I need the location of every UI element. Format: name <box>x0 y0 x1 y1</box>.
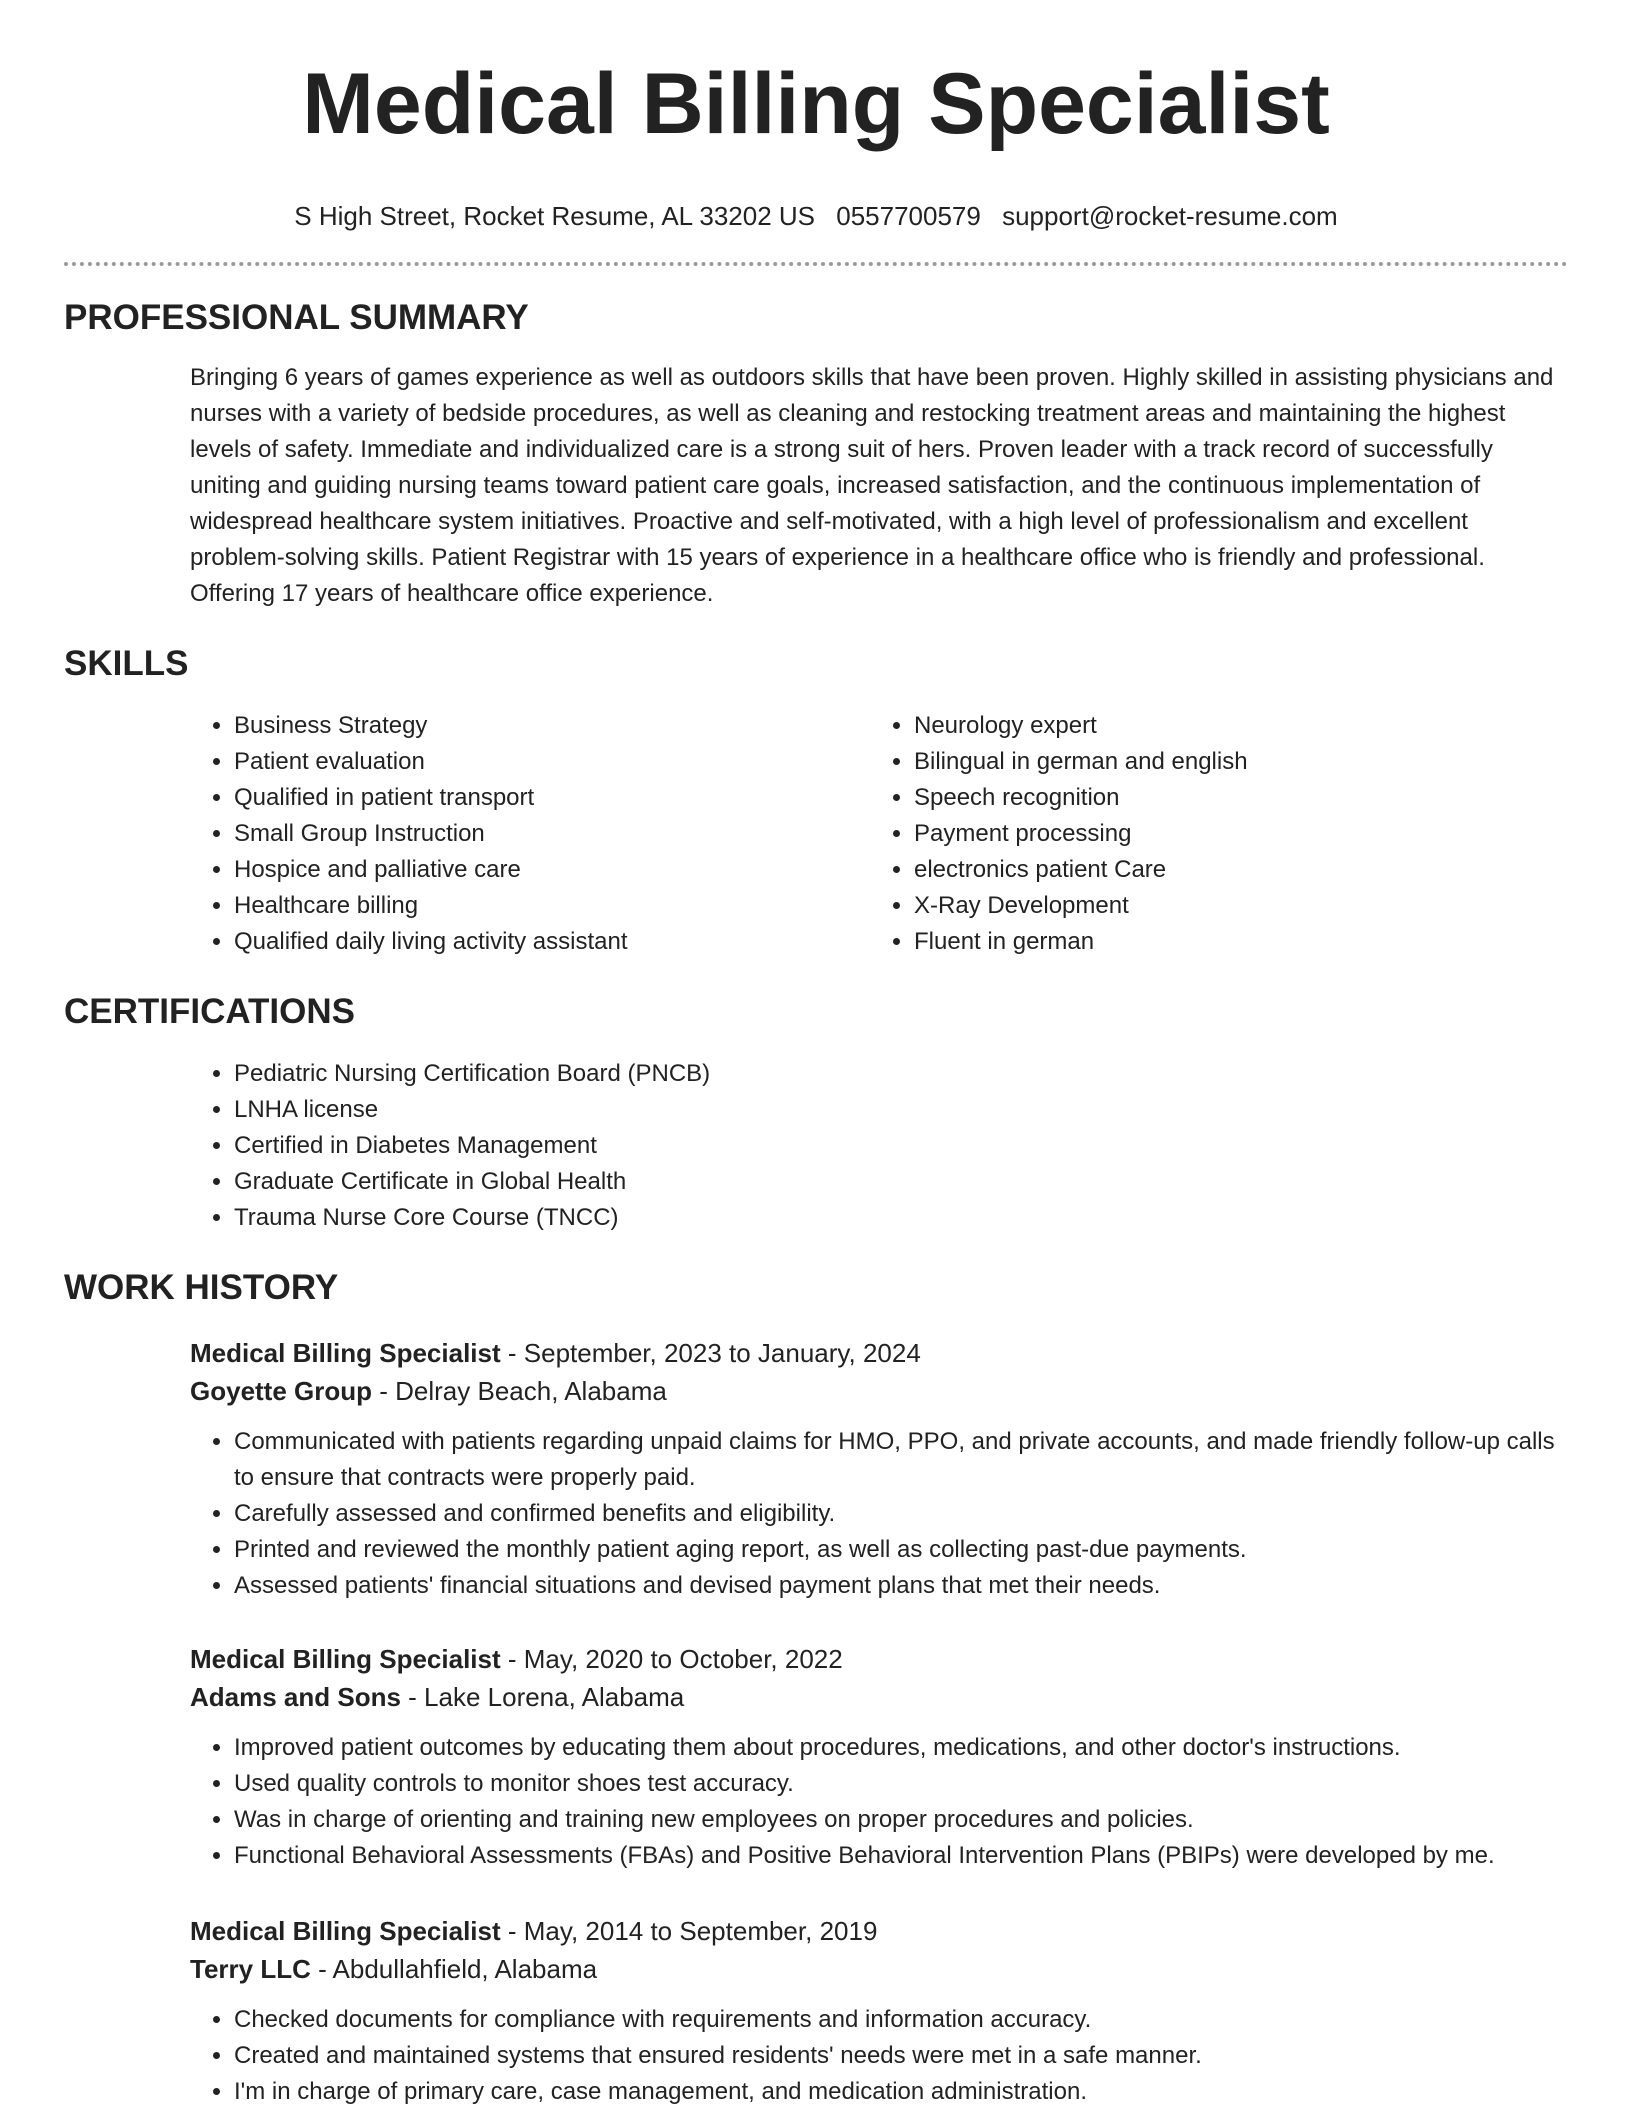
skill-item: • Healthcare billing <box>234 888 870 924</box>
job-location: - Delray Beach, Alabama <box>372 1376 667 1406</box>
skills-heading: SKILLS <box>64 644 189 683</box>
summary-heading: PROFESSIONAL SUMMARY <box>64 298 529 337</box>
job-title: Medical Billing Specialist <box>190 1916 501 1946</box>
job-bullet: • Printed and reviewed the monthly patient aging report, as well as collecting past-due payments. <box>234 1532 1568 1568</box>
certification-item: • Certified in Diabetes Management <box>234 1128 1568 1164</box>
certifications-section <box>64 990 1568 1236</box>
skill-item: • Payment processing <box>914 816 1550 852</box>
job-company-line <box>190 1678 1568 1716</box>
job-location: - Lake Lorena, Alabama <box>400 1682 685 1712</box>
job-title-line <box>190 1334 1568 1372</box>
job-dates: - May, 2014 to September, 2019 <box>500 1916 878 1946</box>
certification-item: • Graduate Certificate in Global Health <box>234 1164 1568 1200</box>
summary-section <box>64 296 1568 612</box>
skill-item: • electronics patient Care <box>914 852 1550 888</box>
job-company: Goyette Group <box>190 1376 373 1406</box>
job-company: Terry LLC <box>190 1954 311 1984</box>
skills-list-right <box>870 708 1550 960</box>
job-bullet: • Assessed patients' financial situations and devised payment plans that met their needs. <box>234 1568 1568 1604</box>
skill-item: • Business Strategy <box>234 708 870 744</box>
contact-line <box>64 200 1568 232</box>
certification-item: • LNHA license <box>234 1092 1568 1128</box>
header-divider <box>64 262 1568 266</box>
skill-item: • Neurology expert <box>914 708 1550 744</box>
job-dates: - May, 2020 to October, 2022 <box>500 1644 843 1674</box>
work-history-heading: WORK HISTORY <box>64 1268 339 1307</box>
skills-section <box>64 642 1568 960</box>
job-company: Adams and Sons <box>190 1682 401 1712</box>
job-bullet: • Functional Behavioral Assessments (FBAs) and Positive Behavioral Intervention Plans (PBIPs) were developed by me. <box>234 1838 1568 1874</box>
job-title: Medical Billing Specialist <box>190 1644 501 1674</box>
skill-item: • X-Ray Development <box>914 888 1550 924</box>
job-bullet: • Used quality controls to monitor shoes test accuracy. <box>234 1766 1568 1802</box>
skill-item: • Patient evaluation <box>234 744 870 780</box>
job-entry <box>64 1334 1568 1604</box>
resume-name: Medical Billing Specialist <box>302 56 1330 152</box>
certifications-list <box>190 1056 1568 1236</box>
job-title-line <box>190 1912 1568 1950</box>
certification-item: • Trauma Nurse Core Course (TNCC) <box>234 1200 1568 1236</box>
skills-list-left <box>190 708 870 960</box>
job-dates: - September, 2023 to January, 2024 <box>500 1338 921 1368</box>
contact-phone: 0557700579 <box>836 201 981 231</box>
job-bullet: • Carefully assessed and confirmed benefits and eligibility. <box>234 1496 1568 1532</box>
job-bullet-list <box>190 1730 1568 1874</box>
job-bullet: • I'm in charge of primary care, case management, and medication administration. <box>234 2074 1568 2110</box>
job-company-line <box>190 1950 1568 1988</box>
certification-item: • Pediatric Nursing Certification Board (PNCB) <box>234 1056 1568 1092</box>
job-bullet-list <box>190 2002 1568 2110</box>
contact-address: S High Street, Rocket Resume, AL 33202 US <box>294 201 816 231</box>
job-bullet: • Was in charge of orienting and training new employees on proper procedures and policies. <box>234 1802 1568 1838</box>
job-bullet: • Checked documents for compliance with requirements and information accuracy. <box>234 2002 1568 2038</box>
work-history-section <box>64 1266 1568 1310</box>
job-entry <box>64 1640 1568 1874</box>
job-entry <box>64 1912 1568 2110</box>
job-bullet-list <box>190 1424 1568 1604</box>
skill-item: • Fluent in german <box>914 924 1550 960</box>
skill-item: • Speech recognition <box>914 780 1550 816</box>
skill-item: • Bilingual in german and english <box>914 744 1550 780</box>
job-bullet: • Created and maintained systems that ensured residents' needs were met in a safe manner. <box>234 2038 1568 2074</box>
certifications-heading: CERTIFICATIONS <box>64 992 356 1031</box>
job-bullet: • Communicated with patients regarding unpaid claims for HMO, PPO, and private accounts, and made friendly follow-up calls to ensure that contracts were properly paid. <box>234 1424 1568 1496</box>
job-bullet: • Improved patient outcomes by educating them about procedures, medications, and other doctor's instructions. <box>234 1730 1568 1766</box>
job-company-line <box>190 1372 1568 1410</box>
skill-item: • Small Group Instruction <box>234 816 870 852</box>
job-location: - Abdullahfield, Alabama <box>310 1954 598 1984</box>
job-title: Medical Billing Specialist <box>190 1338 501 1368</box>
skill-item: • Hospice and palliative care <box>234 852 870 888</box>
skill-item: • Qualified daily living activity assistant <box>234 924 870 960</box>
skill-item: • Qualified in patient transport <box>234 780 870 816</box>
summary-text: Bringing 6 years of games experience as well as outdoors skills that have been proven. Highly skilled in assisting physicians and nurses with a variety of bedside procedures, as well as cleaning and restocking treatment areas and maintaining the highest levels of safety. Immediate and individualized care is a strong suit of hers. Proven leader with a track record of successfully uniting and guiding nursing teams toward patient care goals, increased satisfaction, and the continuous implementation of widespread healthcare system initiatives. Proactive and self-motivated, with a high level of professionalism and excellent problem-solving skills. Patient Registrar with 15 years of experience in a healthcare office who is friendly and professional. Offering 17 years of healthcare office experience. <box>190 364 1554 607</box>
contact-email: support@rocket-resume.com <box>1002 201 1338 231</box>
job-title-line <box>190 1640 1568 1678</box>
